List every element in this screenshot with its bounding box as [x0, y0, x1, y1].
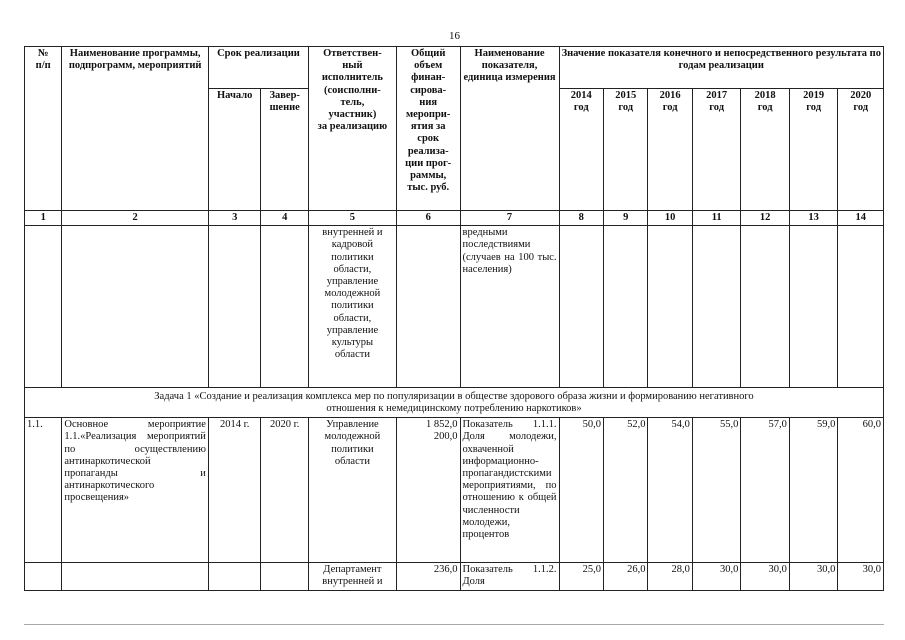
value-cell: 30,0: [838, 563, 884, 591]
indicator-cell: Показатель 1.1.1. Доля молодежи, охваченной информационно-пропагандистскими мероприятиями, по отношению к общей численности молодежи, процентов: [460, 418, 559, 563]
indicator-cell: Показатель 1.1.2. Доля: [460, 563, 559, 591]
value-cell: 55,0: [692, 418, 741, 563]
column-number: 9: [604, 211, 648, 226]
start-year: 2014 г.: [208, 418, 261, 563]
header-year: 2014 год: [559, 89, 603, 211]
column-number: 10: [648, 211, 692, 226]
value-cell: 30,0: [789, 563, 838, 591]
table-row: [25, 563, 884, 591]
header-name: Наименование программы, подпрограмм, мероприятий: [62, 47, 209, 211]
header-year: 2018 год: [741, 89, 790, 211]
header-year: 2015 год: [604, 89, 648, 211]
volume-cell: 1 852,0 200,0: [396, 418, 460, 563]
header-term: Срок реализации: [208, 47, 308, 89]
measure-name: Основное мероприятие 1.1.«Реализация мероприятий по осуществлению антинаркотической пропаганды и антинаркотического просвещения»: [62, 418, 209, 563]
column-number: 8: [559, 211, 603, 226]
indicator-cell: вредными последствиями (случаев на 100 тыс. населения): [460, 226, 559, 388]
end-year: 2020 г.: [261, 418, 308, 563]
value-cell: 60,0: [838, 418, 884, 563]
table-row: [25, 418, 884, 563]
executor-cell: Департамент внутренней и: [308, 563, 396, 591]
column-number: 1: [25, 211, 62, 226]
value-cell: 50,0: [559, 418, 603, 563]
volume-cell: 236,0: [396, 563, 460, 591]
header-volume: Общий объем финан- сирова- ния меропри- ятия за срок реализа- ции прог- раммы, тыс. руб.: [396, 47, 460, 211]
header-year: 2016 год: [648, 89, 692, 211]
column-number: 12: [741, 211, 790, 226]
header-start: Начало: [208, 89, 261, 211]
column-number: 14: [838, 211, 884, 226]
header-executor: Ответствен- ный исполнитель (соисполни- тель, участник) за реализацию: [308, 47, 396, 211]
value-cell: 28,0: [648, 563, 692, 591]
column-number: 13: [789, 211, 838, 226]
executor-cell: Управление молодежной политики области: [308, 418, 396, 563]
value-cell: 52,0: [604, 418, 648, 563]
task-heading: Задача 1 «Создание и реализация комплекса мер по популяризации в обществе здорового образа жизни и формированию негативного отношения к немедицинскому потреблению наркотиков»: [25, 388, 884, 418]
value-cell: 25,0: [559, 563, 603, 591]
program-table: [24, 46, 884, 591]
value-cell: 57,0: [741, 418, 790, 563]
header-year: 2019 год: [789, 89, 838, 211]
header-year: 2020 год: [838, 89, 884, 211]
header-num: № п/п: [25, 47, 62, 211]
column-number: 4: [261, 211, 308, 226]
column-number: 5: [308, 211, 396, 226]
header-end: Завер- шение: [261, 89, 308, 211]
value-cell: 54,0: [648, 418, 692, 563]
page-number: 16: [449, 30, 460, 42]
column-number: 2: [62, 211, 209, 226]
task-row: [25, 388, 884, 418]
value-cell: 30,0: [692, 563, 741, 591]
table-row: [25, 226, 884, 388]
column-number: 3: [208, 211, 261, 226]
value-cell: 30,0: [741, 563, 790, 591]
header-values-title: Значение показателя конечного и непосредственного результата по годам реализации: [559, 47, 883, 89]
page-bottom-rule: [24, 624, 884, 625]
header-year: 2017 год: [692, 89, 741, 211]
value-cell: 59,0: [789, 418, 838, 563]
header-indicator: Наименование показателя, единица измерения: [460, 47, 559, 211]
column-number: 7: [460, 211, 559, 226]
column-number: 11: [692, 211, 741, 226]
row-number: 1.1.: [25, 418, 62, 563]
value-cell: 26,0: [604, 563, 648, 591]
column-number: 6: [396, 211, 460, 226]
executor-cell: внутренней и кадровой политики области, управление молодежной политики области, управление культуры области: [308, 226, 396, 388]
